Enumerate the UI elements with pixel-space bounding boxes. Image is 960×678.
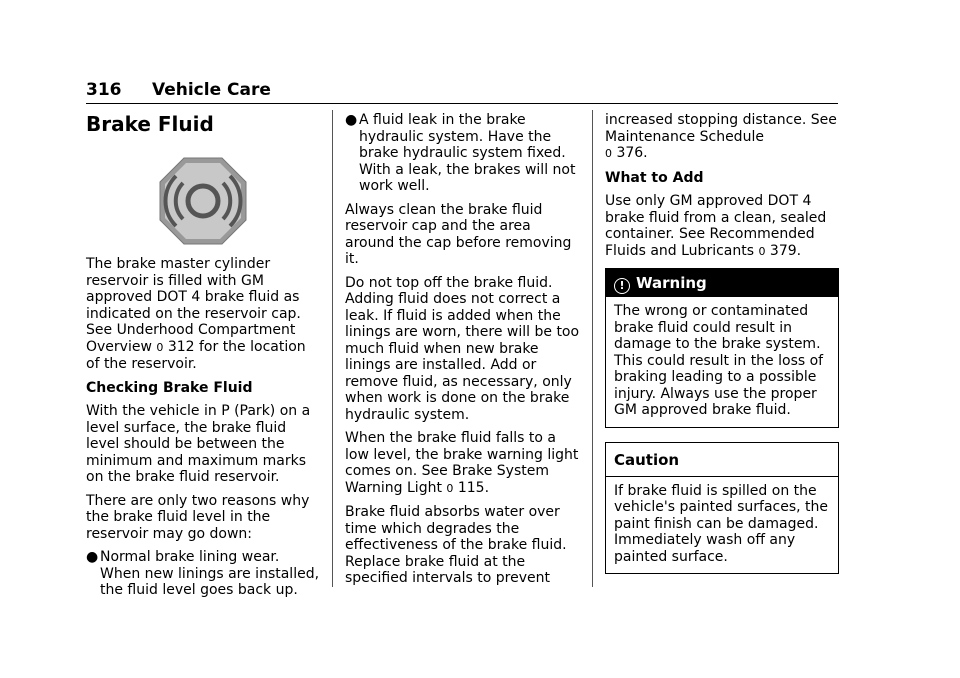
column-divider-2 [592,110,593,587]
column-2 [345,112,580,594]
section-title: Vehicle Care [152,80,271,100]
intro-paragraph: The brake master cylinder reservoir is filled with GM approved DOT 4 brake fluid as indicated on the reservoir cap. See Underhood Compartment Overview 0 312 for the location of the reservoir. [86,256,306,372]
checking-heading: Checking Brake Fluid [86,379,253,396]
page-title: Brake Fluid [86,112,214,136]
bullet-icon: ● [86,549,99,565]
warning-label: Warning [636,274,707,292]
caution-label: Caution [614,450,680,469]
page-header [86,80,838,104]
page-number: 316 [86,80,122,100]
list-item: ● Normal brake lining wear. When new linings are installed, the fluid level goes back up. [86,549,320,598]
caution-text: If brake fluid is spilled on the vehicle's painted surfaces, the paint finish can be damaged. Immediately wash off any painted surface. [614,482,829,565]
header-rule [86,103,838,104]
column-divider-1 [332,110,333,587]
warning-icon: ! [614,278,630,294]
clean-paragraph: Always clean the brake fluid reservoir cap and the area around the cap before removing it. [345,201,572,267]
warning-box [605,268,839,428]
page-ref-icon: 0 [446,481,454,495]
page-ref-icon: 0 [758,244,766,258]
absorb-paragraph: Brake fluid absorbs water over time which degrades the effectiveness of the brake fluid. Replace brake fluid at the specified intervals to prevent [345,504,567,586]
list-item: ● A fluid leak in the brake hydraulic system. Have the brake hydraulic system fixed. With a leak, the brakes will not work well. [345,112,576,194]
low-level-paragraph: When the brake fluid falls to a low level, the brake warning light comes on. See Brake System Warning Light 0 115. [345,430,579,496]
brake-warning-icon [158,156,248,246]
continued-paragraph: increased stopping distance. See Maintenance Schedule 0 376. [605,112,837,161]
warning-text: The wrong or contaminated brake fluid could result in damage to the brake system. This could result in the loss of braking leading to a possible injury. Always use the proper GM approved brake fluid. [614,303,824,418]
caution-box [605,442,839,575]
topoff-paragraph: Do not top off the brake fluid. Adding fluid does not correct a leak. If fluid is added when the linings are worn, there will be too much fluid when new brake linings are installed. Add or remove fluid, as necessary, only when work is done on the brake hydraulic system. [345,274,580,423]
checking-paragraph: With the vehicle in P (Park) on a level surface, the brake fluid level should be between the minimum and maximum marks on the brake fluid reservoir. [86,403,311,485]
column-3 [605,112,839,574]
reasons-paragraph: There are only two reasons why the brake fluid level in the reservoir may go down: [86,492,310,542]
what-to-add-heading: What to Add [605,169,704,186]
column-1 [86,112,320,606]
page-ref-icon: 0 [156,340,164,354]
warning-header [606,269,838,297]
what-to-add-paragraph: Use only GM approved DOT 4 brake fluid from a clean, sealed container. See Recommended Fluids and Lubricants 0 379. [605,193,827,259]
bullet-icon: ● [345,112,358,128]
page-ref-icon: 0 [605,147,612,160]
